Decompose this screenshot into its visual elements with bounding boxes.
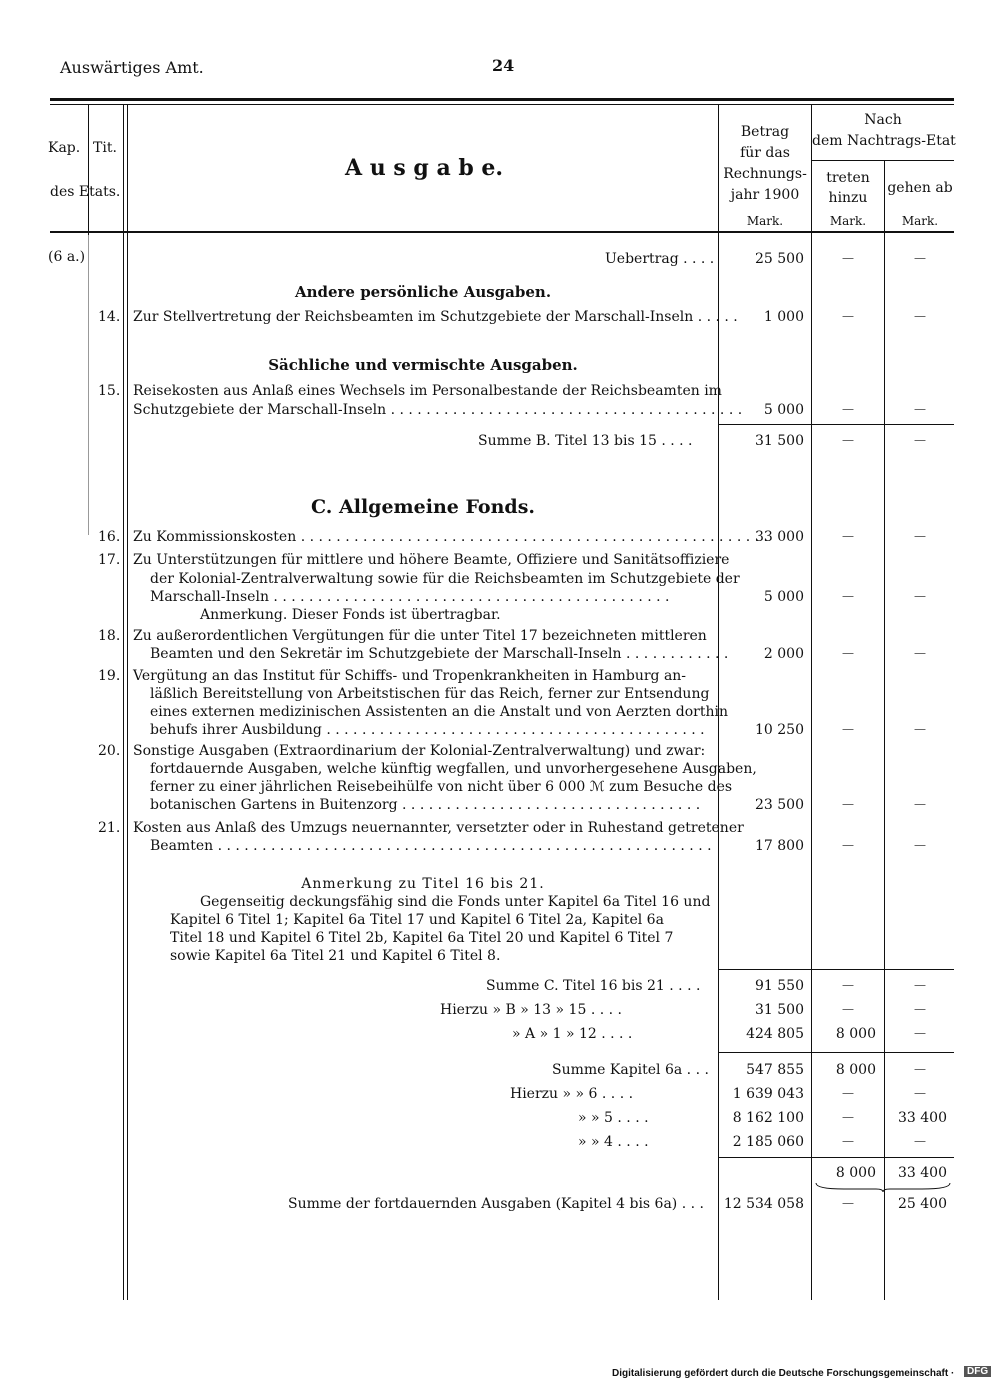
k5-label: » » 5 . . . . — [578, 1110, 649, 1126]
col-treten-1: treten — [826, 170, 870, 186]
row17-line4: Anmerkung. Dieser Fonds ist übertragbar. — [200, 607, 501, 623]
hierzuB-text: Hierzu » B » 13 » 15 — [440, 1002, 587, 1018]
row18-line2: Beamten und den Sekretär im Schutzgebiete der Marschall-Inseln . . . . . . . . . . . . — [150, 646, 729, 662]
kap-tit-divider-faint — [88, 235, 89, 535]
row21-value: 17 800 — [755, 838, 804, 854]
final-value: 12 534 058 — [723, 1196, 804, 1212]
row17-line2: der Kolonial-Zentralverwaltung sowie für die Reichsbeamten im Schutzgebiete der — [150, 571, 740, 587]
final-label: Summe der fortdauernden Ausgaben (Kapitel 4 bis 6a) . . . — [288, 1196, 704, 1212]
row15-line2-text: Schutzgebiete der Marschall-Inseln — [133, 402, 387, 418]
row15-line1: Reisekosten aus Anlaß eines Wechsels im Personalbestande der Reichsbeamten im — [133, 383, 722, 399]
footer-credit: Digitalisierung gefördert durch die Deutsche Forschungsgemeinschaft · — [612, 1368, 955, 1379]
sumB-c1: — — [842, 433, 854, 447]
k6-label: Hierzu » » 6 . . . . — [510, 1086, 634, 1102]
row17-line3-text: Marschall-Inseln — [150, 589, 269, 605]
sumC-label: Summe C. Titel 16 bis 21 . . . . — [486, 978, 701, 994]
row19-line4: behufs ihrer Ausbildung . . . . . . . . . . . . . . . . . . . . . . . . . . . . . . . . . . . . . . . . . . . — [150, 722, 705, 738]
row15-line2: Schutzgebiete der Marschall-Inseln . . . . . . . . . . . . . . . . . . . . . . . . . . . . . . . . . . . . . . . . — [133, 402, 743, 418]
row15-value: 5 000 — [763, 402, 804, 418]
row19-line3: eines externen medizinischen Assistenten an die Anstalt und von Aerzten dorthin — [150, 704, 728, 720]
sumC-rule — [718, 969, 954, 970]
k4-c2: — — [914, 1134, 926, 1148]
row16-tit: 16. — [98, 529, 121, 545]
row18-value: 2 000 — [763, 646, 804, 662]
k4-value: 2 185 060 — [732, 1134, 804, 1150]
row20-tit: 20. — [98, 743, 121, 759]
section-fonds: C. Allgemeine Fonds. — [310, 496, 536, 518]
dfg-logo: DFG — [964, 1366, 991, 1377]
col-tit: Tit. — [93, 140, 117, 156]
row14-tit: 14. — [98, 309, 121, 325]
final-text: Summe der fortdauernden Ausgaben (Kapitel 4 bis 6a) — [288, 1196, 678, 1212]
uebertrag-c2: — — [914, 251, 926, 265]
row18-line2-text: Beamten und den Sekretär im Schutzgebiete der Marschall-Inseln — [150, 646, 622, 662]
row14-c2: — — [914, 309, 926, 323]
row16-text: Zu Kommissionskosten . . . . . . . . . . . . . . . . . . . . . . . . . . . . . . . . . . . . . . . . . . . . . . . . . . . . . — [133, 529, 768, 545]
hierzuB-c2: — — [914, 1002, 926, 1016]
top-rule — [50, 98, 954, 101]
row21-line1: Kosten aus Anlaß des Umzugs neuernannter, versetzter oder in Ruhestand getretener — [133, 820, 744, 836]
row15-tit: 15. — [98, 383, 121, 399]
uebertrag-text: Uebertrag — [605, 251, 679, 267]
uebertrag-label: Uebertrag . . . . — [605, 251, 715, 267]
sumKap-label: Summe Kapitel 6a . . . — [552, 1062, 709, 1078]
row18-c2: — — [914, 646, 926, 660]
sumC-c1: — — [842, 978, 854, 992]
row16-value: 33 000 — [755, 529, 804, 545]
k4-c1: — — [842, 1134, 854, 1148]
anmerkung-title: Anmerkung zu Titel 16 bis 21. — [301, 876, 545, 892]
k6-c1: — — [842, 1086, 854, 1100]
row17-c1: — — [842, 589, 854, 603]
kap-tit-divider — [88, 105, 89, 235]
row20-value: 23 500 — [755, 797, 804, 813]
tit-text-divider — [123, 105, 124, 1300]
anmerkung-line2: Kapitel 6 Titel 1; Kapitel 6a Titel 17 und Kapitel 6 Titel 2a, Kapitel 6a — [170, 912, 664, 928]
row14-line1: Zur Stellvertretung der Reichsbeamten im Schutzgebiete der Marschall-Inseln — [133, 309, 694, 325]
col-betrag-1: Betrag — [740, 124, 790, 140]
sumKap-rule — [718, 1052, 954, 1053]
sumC-text: Summe C. Titel 16 bis 21 — [486, 978, 665, 994]
row18-tit: 18. — [98, 628, 121, 644]
hierzuA-text: » A » 1 » 12 — [512, 1026, 597, 1042]
hierzuB-value: 31 500 — [755, 1002, 804, 1018]
col-des-etats: des Etats. — [50, 184, 121, 200]
hierzuA-c2: — — [914, 1026, 926, 1040]
sumB-text: Summe B. Titel 13 bis 15 — [478, 433, 657, 449]
row20-line1: Sonstige Ausgaben (Extraordinarium der Kolonial-Zentralverwaltung) und zwar: — [133, 743, 706, 759]
anmerkung-line4: sowie Kapitel 6a Titel 21 und Kapitel 6 Titel 8. — [170, 948, 501, 964]
col-mark-2: Mark. — [829, 214, 867, 228]
sumB-value: 31 500 — [755, 433, 804, 449]
k6-text: Hierzu » » 6 — [510, 1086, 598, 1102]
sumC-c2: — — [914, 978, 926, 992]
col-ausgabe: A u s g a b e. — [345, 155, 504, 181]
col-mark-1: Mark. — [746, 214, 784, 228]
row19-line1: Vergütung an das Institut für Schiffs- und Tropenkrankheiten in Hamburg an- — [133, 668, 687, 684]
hierzuB-c1: — — [842, 1002, 854, 1016]
sumC-value: 91 550 — [755, 978, 804, 994]
row20-line4-text: botanischen Gartens in Buitenzorg — [150, 797, 398, 813]
row20-line2: fortdauernde Ausgaben, welche künftig wegfallen, und unvorhergesehene Ausgaben, — [150, 761, 757, 777]
k5-text: » » 5 — [578, 1110, 613, 1126]
k5-c1: — — [842, 1110, 854, 1124]
row17-tit: 17. — [98, 552, 121, 568]
sumB-c2: — — [914, 433, 926, 447]
row14-c1: — — [842, 309, 854, 323]
row21-c1: — — [842, 838, 854, 852]
k5-c2: 33 400 — [898, 1110, 947, 1126]
row15-c2: — — [914, 402, 926, 416]
top-rule-thin — [50, 104, 954, 105]
row14-text: Zur Stellvertretung der Reichsbeamten im Schutzgebiete der Marschall-Inseln . . . . . — [133, 309, 738, 325]
brace-icon — [814, 1181, 952, 1193]
hierzuA-c1: 8 000 — [835, 1026, 876, 1042]
sumKap-value: 547 855 — [746, 1062, 804, 1078]
row19-c1: — — [842, 722, 854, 736]
running-head: Auswärtiges Amt. — [60, 58, 204, 77]
row17-line1: Zu Unterstützungen für mittlere und höhere Beamte, Offiziere und Sanitätsoffiziere — [133, 552, 730, 568]
col-mark-3: Mark. — [901, 214, 939, 228]
tot-c2: 33 400 — [898, 1165, 947, 1181]
col-nach-1: Nach — [864, 112, 902, 128]
row16-c1: — — [842, 529, 854, 543]
sumKap-c2: — — [914, 1062, 926, 1076]
tot-c1: 8 000 — [835, 1165, 876, 1181]
row19-line2: läßlich Bereitstellung von Arbeitstischen für das Reich, ferner zur Entsendung — [150, 686, 710, 702]
final-c1: — — [842, 1196, 854, 1210]
row21-line2-text: Beamten — [150, 838, 214, 854]
anmerkung-line1: Gegenseitig deckungsfähig sind die Fonds unter Kapitel 6a Titel 16 und — [200, 894, 711, 910]
col-betrag-4: jahr 1900 — [730, 187, 800, 203]
k6-c2: — — [914, 1086, 926, 1100]
row19-line4-text: behufs ihrer Ausbildung — [150, 722, 322, 738]
col-gehen: gehen ab — [887, 180, 953, 196]
hierzuB-label: Hierzu » B » 13 » 15 . . . . — [440, 1002, 622, 1018]
row18-line1: Zu außerordentlichen Vergütungen für die unter Titel 17 bezeichneten mittleren — [133, 628, 707, 644]
row14-value: 1 000 — [763, 309, 804, 325]
row19-value: 10 250 — [755, 722, 804, 738]
kap-value: (6 a.) — [48, 249, 86, 265]
col-betrag-3: Rechnungs- — [723, 166, 807, 182]
col-kap: Kap. — [48, 140, 81, 156]
row17-value: 5 000 — [763, 589, 804, 605]
uebertrag-c1: — — [842, 251, 854, 265]
final-c2: 25 400 — [898, 1196, 947, 1212]
header-rule — [50, 231, 954, 233]
row20-c2: — — [914, 797, 926, 811]
col-treten-2: hinzu — [828, 190, 868, 206]
row20-c1: — — [842, 797, 854, 811]
row19-tit: 19. — [98, 668, 121, 684]
k4-label: » » 4 . . . . — [578, 1134, 649, 1150]
hierzuA-label: » A » 1 » 12 . . . . — [512, 1026, 633, 1042]
row20-line3: ferner zu einer jährlichen Reisebeihülfe von nicht über 6 000 ℳ zum Besuche des — [150, 779, 733, 795]
hierzuA-value: 424 805 — [746, 1026, 804, 1042]
row16-c2: — — [914, 529, 926, 543]
row17-c2: — — [914, 589, 926, 603]
k5-value: 8 162 100 — [732, 1110, 804, 1126]
uebertrag-value: 25 500 — [755, 251, 804, 267]
nach-rule — [811, 160, 954, 161]
k4-text: » » 4 — [578, 1134, 613, 1150]
sumB-label: Summe B. Titel 13 bis 15 . . . . — [478, 433, 693, 449]
anmerkung-line3: Titel 18 und Kapitel 6 Titel 2b, Kapitel 6a Titel 20 und Kapitel 6 Titel 7 — [170, 930, 674, 946]
row15-c1: — — [842, 402, 854, 416]
sumB-rule — [718, 424, 954, 425]
row20-line4: botanischen Gartens in Buitenzorg . . . . . . . . . . . . . . . . . . . . . . . . . . . . . . . . . . — [150, 797, 701, 813]
row21-c2: — — [914, 838, 926, 852]
k6-value: 1 639 043 — [732, 1086, 804, 1102]
row17-line3: Marschall-Inseln . . . . . . . . . . . . . . . . . . . . . . . . . . . . . . . . . . . . . . . . . . . . . — [150, 589, 670, 605]
row18-c1: — — [842, 646, 854, 660]
col-betrag-2: für das — [740, 145, 790, 161]
section-andere: Andere persönliche Ausgaben. — [294, 283, 552, 301]
text-betrag-divider — [718, 105, 719, 1300]
sumKap-text: Summe Kapitel 6a — [552, 1062, 683, 1078]
row19-c2: — — [914, 722, 926, 736]
row16-line1: Zu Kommissionskosten — [133, 529, 297, 545]
tot-rule — [718, 1157, 954, 1158]
col-nach-2: dem Nachtrags-Etat — [812, 133, 956, 149]
sumKap-c1: 8 000 — [835, 1062, 876, 1078]
section-saechliche: Sächliche und vermischte Ausgaben. — [268, 356, 578, 374]
page-number: 24 — [492, 56, 515, 75]
row21-line2: Beamten . . . . . . . . . . . . . . . . . . . . . . . . . . . . . . . . . . . . . . . . . . . . . . . . . . . . . . . . — [150, 838, 712, 854]
row21-tit: 21. — [98, 820, 121, 836]
